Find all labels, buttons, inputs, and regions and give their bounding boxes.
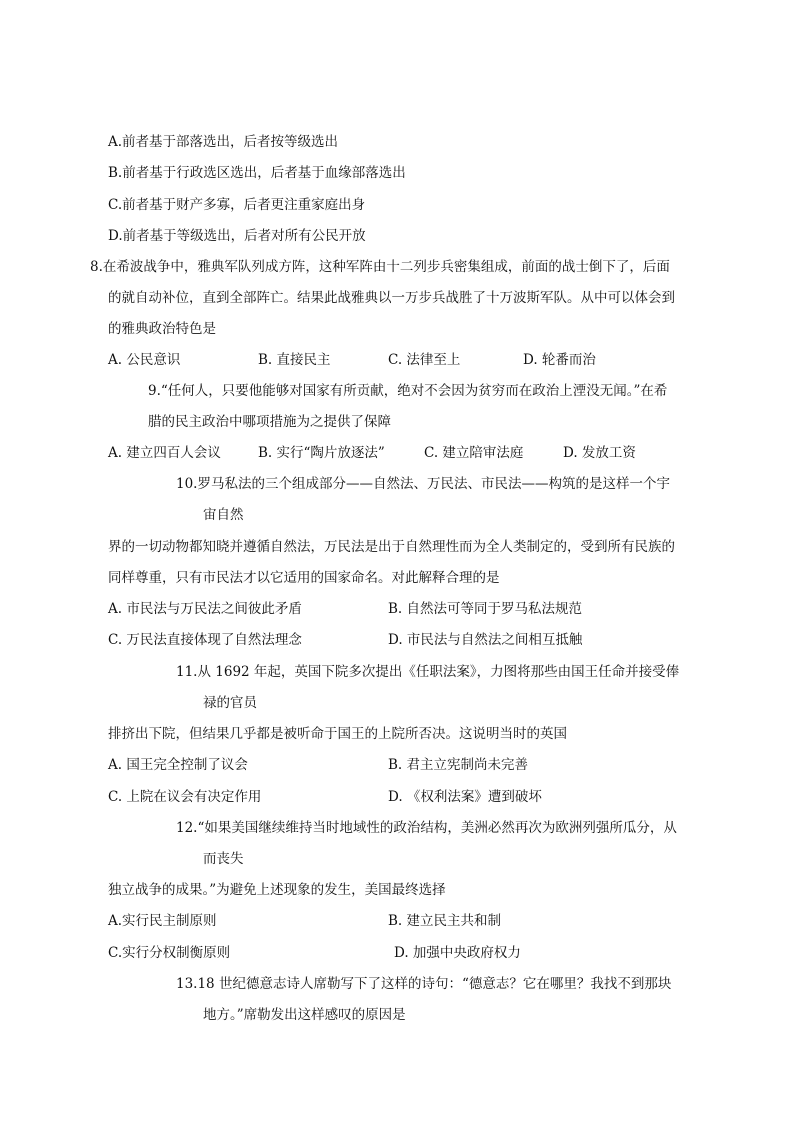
q12-option-b: B. 建立民主共和制 [388, 913, 502, 929]
q13-stem-line-1: 13.18 世纪德意志诗人席勒写下了这样的诗句：“德意志？它在哪里？我找不到那块 [176, 976, 672, 992]
q11-stem-line-2: 禄的官员 [203, 695, 257, 711]
q7-option-d: D.前者基于等级选出，后者对所有公民开放 [108, 228, 366, 244]
q7-option-c: C.前者基于财产多寡，后者更注重家庭出身 [108, 197, 366, 213]
q12-stem-line-1: 12.“如果美国继续维持当时地域性的政治结构，美洲必然再次为欧洲列强所瓜分，从 [176, 820, 677, 836]
q10-stem-line-1: 10.罗马私法的三个组成部分——自然法、万民法、市民法——构筑的是这样一个宇 [176, 476, 670, 492]
q9-option-d: D. 发放工资 [563, 445, 636, 461]
q7-option-a: A.前者基于部落选出，后者按等级选出 [108, 134, 339, 150]
q12-option-a: A.实行民主制原则 [108, 913, 217, 929]
q12-option-c: C.实行分权制衡原则 [108, 945, 231, 961]
q13-stem-line-2: 地方。”席勒发出这样感叹的原因是 [203, 1007, 406, 1023]
q11-option-d: D. 《权利法案》遭到破坏 [388, 789, 542, 805]
q9-option-c: C. 建立陪审法庭 [424, 445, 524, 461]
q8-stem-line-3: 的雅典政治特色是 [108, 321, 216, 337]
q10-option-c: C. 万民法直接体现了自然法理念 [108, 632, 302, 648]
q8-option-a: A. 公民意识 [108, 352, 181, 368]
q10-stem-line-4: 同样尊重，只有市民法才以它适用的国家命名。对此解释合理的是 [108, 570, 500, 586]
q9-option-a: A. 建立四百人会议 [108, 445, 221, 461]
q9-stem-line-1: 9.“任何人，只要他能够对国家有所贡献，绝对不会因为贫穷而在政治上湮没无闻。”在希 [148, 383, 668, 399]
q9-stem-line-2: 腊的民主政治中哪项措施为之提供了保障 [148, 414, 391, 430]
q12-option-d: D. 加强中央政府权力 [394, 945, 521, 961]
q10-option-d: D. 市民法与自然法之间相互抵触 [388, 632, 583, 648]
q8-stem-line-1: 8.在希波战争中，雅典军队列成方阵，这种军阵由十二列步兵密集组成，前面的战士倒下了，后面 [90, 259, 670, 275]
q11-option-c: C. 上院在议会有决定作用 [108, 789, 262, 805]
q12-stem-line-2: 而丧失 [203, 851, 244, 867]
q8-option-c: C. 法律至上 [388, 352, 461, 368]
q10-stem-line-3: 界的一切动物都知晓并遵循自然法，万民法是出于自然理性而为全人类制定的，受到所有民族的 [108, 539, 675, 555]
q12-stem-line-3: 独立战争的成果。”为避免上述现象的发生，美国最终选择 [108, 882, 446, 898]
q11-stem-line-1: 11.从 1692 年起，英国下院多次提出《任职法案》，力图将那些由国王任命并接受俸 [176, 664, 680, 680]
q10-stem-line-2: 宙自然 [203, 507, 244, 523]
q10-option-a: A. 市民法与万民法之间彼此矛盾 [108, 601, 302, 617]
q8-option-b: B. 直接民主 [258, 352, 331, 368]
q8-option-d: D. 轮番而治 [523, 352, 596, 368]
q9-option-b: B. 实行“陶片放逐法” [258, 445, 385, 461]
q8-stem-line-2: 的就自动补位，直到全部阵亡。结果此战雅典以一万步兵战胜了十万波斯军队。从中可以体会到 [108, 290, 675, 306]
q7-option-b: B.前者基于行政选区选出，后者基于血缘部落选出 [108, 165, 406, 181]
q11-option-b: B. 君主立宪制尚未完善 [388, 757, 529, 773]
q11-stem-line-3: 排挤出下院，但结果几乎都是被听命于国王的上院所否决。这说明当时的英国 [108, 726, 567, 742]
q11-option-a: A. 国王完全控制了议会 [108, 757, 248, 773]
q10-option-b: B. 自然法可等同于罗马私法规范 [388, 601, 583, 617]
